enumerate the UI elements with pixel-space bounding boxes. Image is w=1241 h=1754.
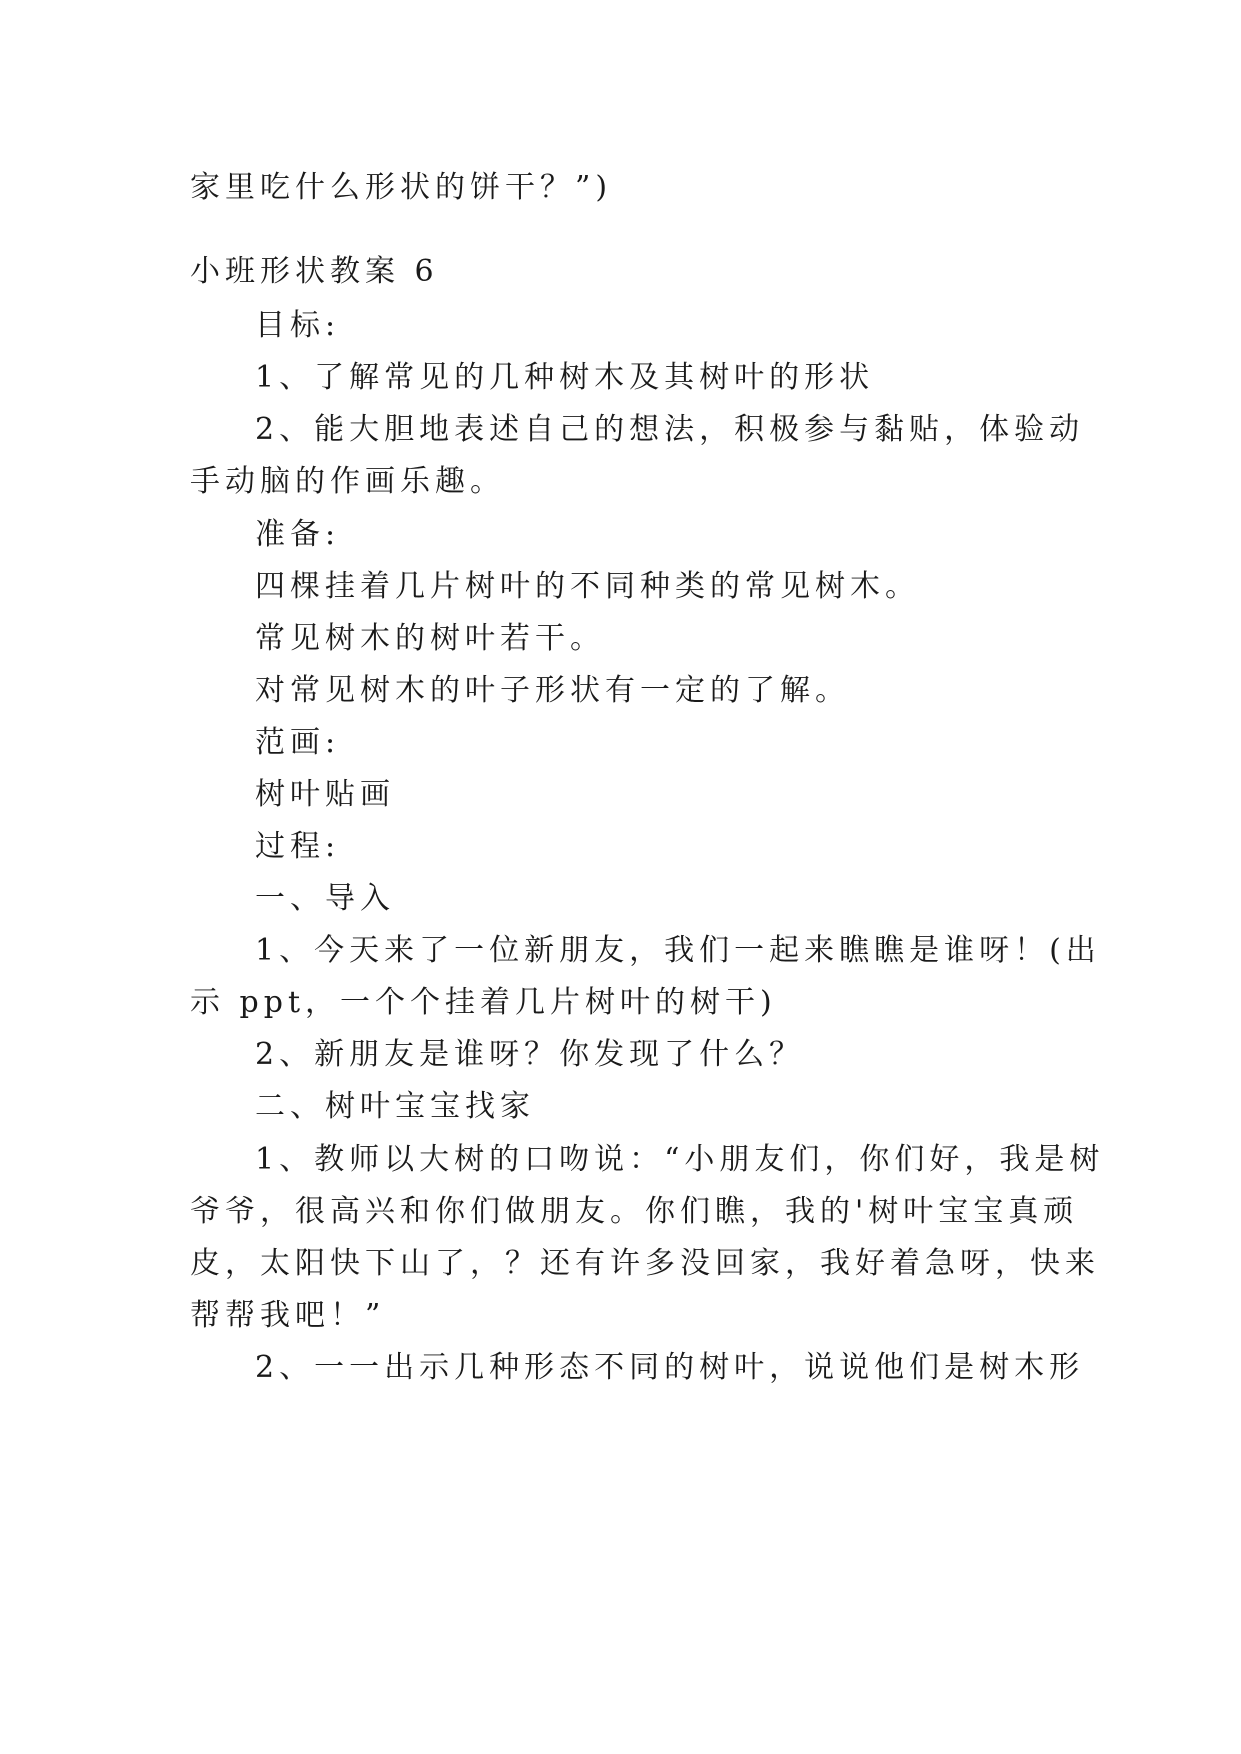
paragraph-line: 一、导入 [255, 881, 395, 916]
paragraph-line: 四棵挂着几片树叶的不同种类的常见树木。 [255, 569, 920, 604]
paragraph-line: 准备: [255, 517, 341, 552]
paragraph-line: 对常见树木的叶子形状有一定的了解。 [255, 673, 850, 708]
paragraph-line: 二、树叶宝宝找家 [255, 1089, 535, 1124]
paragraph-line: 常见树木的树叶若干。 [255, 621, 605, 656]
paragraph-line: 示 ppt，一个个挂着几片树叶的树干) [190, 985, 777, 1020]
paragraph-line: 过程: [255, 829, 341, 864]
paragraph-line: 爷爷，很高兴和你们做朋友。你们瞧，我的'树叶宝宝真顽 [190, 1194, 1079, 1229]
paragraph-line: 范画: [255, 725, 341, 760]
paragraph-line: 皮，太阳快下山了，？还有许多没回家，我好着急呀，快来 [190, 1246, 1100, 1281]
paragraph-line: 1、今天来了一位新朋友，我们一起来瞧瞧是谁呀！(出 [255, 933, 1101, 968]
paragraph-line: 1、了解常见的几种树木及其树叶的形状 [255, 360, 875, 395]
paragraph-line: 2、能大胆地表述自己的想法，积极参与黏贴，体验动 [255, 412, 1085, 447]
paragraph-line: 2、一一出示几种形态不同的树叶，说说他们是树木形 [255, 1350, 1085, 1385]
section-heading: 小班形状教案 6 [190, 254, 439, 289]
continuation-line: 家里吃什么形状的饼干？”) [190, 170, 613, 205]
paragraph-line: 帮帮我吧！” [190, 1298, 386, 1333]
paragraph-line: 手动脑的作画乐趣。 [190, 464, 505, 499]
paragraph-line: 树叶贴画 [255, 777, 395, 812]
paragraph-line: 1、教师以大树的口吻说：“小朋友们，你们好，我是树 [255, 1142, 1105, 1177]
paragraph-line: 2、新朋友是谁呀？你发现了什么？ [255, 1037, 805, 1072]
paragraph-line: 目标: [255, 308, 341, 343]
